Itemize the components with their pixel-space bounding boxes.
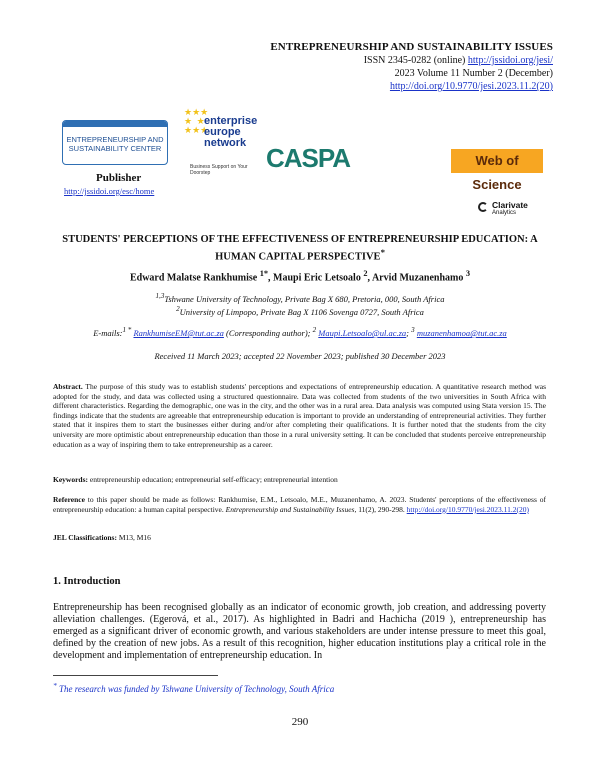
introduction-text: Entrepreneurship has been recognised globally as an indicator of economic growth, job creation, and addressing poverty alleviation challenges. (Egerová, et al., 2017). As highlighted in Badri and Hachicha (2019 ), entrepreneurship has emerged as a significant driver of economic growth, and various stakeholders are under intense pressure to meet this goal, defined by the creation of new jobs. As a result of this recognition, higher education institutions play a critical role in the development and implementation of entrepreneurship education. In: [53, 602, 546, 661]
header-doi: [390, 81, 553, 93]
email1-sup: 1 *: [122, 326, 132, 334]
clarivate-logo: [478, 200, 542, 220]
email-2-link[interactable]: Maupi.Letsoalo@ul.ac.za: [318, 327, 407, 338]
footnote-rule: [53, 675, 218, 676]
clarivate-icon: [478, 202, 488, 212]
received-dates: Received 11 March 2023; accepted 22 November 2023; published 30 December 2023: [154, 351, 446, 361]
email3-sup: 3: [411, 326, 415, 334]
email-sep: ;: [406, 327, 412, 338]
reference: [53, 495, 546, 514]
clarivate-sub: Analytics: [492, 210, 517, 216]
aff2-sup: 2: [176, 305, 180, 313]
esc-logo: [62, 120, 168, 165]
journal-title: ENTREPRENEURSHIP AND SUSTAINABILITY ISSUES: [270, 41, 553, 53]
star-ring-icon: ★★★ ★ ★ ★★★: [184, 107, 209, 135]
affiliation-2: [40, 305, 560, 317]
een-line3: network: [204, 137, 247, 149]
author-2-sup: 2: [363, 269, 368, 278]
emails-label: E-mails:: [93, 327, 123, 338]
caspa-logo: CASPA: [266, 143, 351, 173]
reference-label: Reference: [53, 495, 85, 504]
title-footnote-mark: *: [380, 247, 385, 257]
een-subtitle: Business Support on Your Doorstep: [190, 164, 248, 176]
author-3-sup: 3: [465, 269, 471, 278]
keywords-label: Keywords:: [53, 475, 88, 484]
keywords-text: entrepreneurship education; entrepreneurial self-efficacy; entrepreneurial intention: [88, 475, 338, 484]
title-line2: HUMAN CAPITAL PERSPECTIVE: [215, 251, 381, 263]
issn-text: ISSN 2345-0282 (online): [363, 55, 468, 66]
author-2: , Maupi Eric Letsoalo: [268, 272, 364, 284]
jel-text: M13, M16: [116, 533, 151, 542]
email1-note: (Corresponding author);: [223, 327, 313, 338]
affiliation-1: [40, 292, 560, 304]
publisher-link[interactable]: http://jssidoi.org/esc/home: [64, 186, 155, 196]
footnote-text: The research was funded by Tshwane University of Technology, South Africa: [56, 684, 335, 694]
een-logo: [184, 108, 264, 174]
footnote-mark: *: [53, 681, 57, 690]
reference-journal: Entrepreneurship and Sustainability Issues: [225, 504, 355, 514]
email2-sup: 2: [312, 326, 317, 334]
web-of-science-logo: Web of Science: [451, 149, 543, 173]
keywords: [53, 475, 546, 485]
page-number: 290: [291, 716, 309, 728]
esc-logo-text: ENTREPRENEURSHIP AND SUSTAINABILITY CENTER: [66, 135, 164, 153]
abstract: [53, 382, 546, 449]
author-1-sup: 1*: [259, 269, 269, 278]
reference-doi-link[interactable]: http://doi.org/10.9770/jesi.2023.11.2(20): [406, 504, 529, 514]
email-1-link[interactable]: RankhumiseEM@tut.ac.za: [133, 327, 224, 338]
publisher-label: Publisher: [96, 172, 142, 184]
reference-text: to this paper should be made as follows: Rankhumise, E.M., Letsoalo, M.E., Muzanenhamo, A. 2023. Students' perceptions of the effectiveness of entrepreneurship education: a human capital perspective.: [53, 495, 546, 514]
reference-tail: , 11(2), 290-298.: [354, 504, 407, 514]
jel-classifications: [53, 533, 546, 543]
issn-line: [364, 55, 553, 67]
een-line2: europe: [204, 126, 241, 138]
jel-label: JEL Classifications:: [53, 533, 117, 542]
een-line1: enterprise: [204, 115, 258, 127]
paper-title: [40, 234, 560, 264]
aff1-text: Tshwane University of Technology, Private Bag X 680, Pretoria, 000, South Africa: [164, 293, 445, 304]
publisher-link-line: [64, 186, 154, 196]
abstract-label: Abstract.: [53, 382, 83, 391]
email-3-link[interactable]: muzanenhamoa@tut.ac.za: [416, 327, 507, 338]
journal-link[interactable]: http://jssidoi.org/jesi/: [467, 55, 553, 66]
esc-logo-band: [63, 121, 167, 127]
authors: [40, 269, 560, 283]
author-3: , Arvid Muzanenhamo: [367, 272, 466, 284]
abstract-text: The purpose of this study was to establish students' perceptions and expectations of entrepreneurship education. A quantitative research method was adopted for the study, and data was collected using a structured questionnaire. Data was collected from students of the two universities in South Africa with different characteristics. Regarding the demographic, one was in the city, and the other was in a rural area. Data analysis was computed using Stata version 15. The findings indicate that the students are agreeable that entrepreneurship education is important to provide an understanding of entrepreneurial activities. They further stated that it inspires them to start the businesses either during and/or after completing their qualifications. It is further noted that the students from the city university are more optimistic about entrepreneurship education than those in a rural university setting. It can be concluded that students perceive entrepreneurship education as a way of inspiring them to take entrepreneurship as a career.: [53, 382, 546, 449]
footnote: [53, 681, 334, 694]
title-line1: STUDENTS' PERCEPTIONS OF THE EFFECTIVENESS OF ENTREPRENEURSHIP EDUCATION: A: [62, 234, 538, 245]
author-1: Edward Malatse Rankhumise: [129, 272, 260, 284]
doi-link[interactable]: http://doi.org/10.9770/jesi.2023.11.2(20): [389, 81, 553, 92]
volume-line: 2023 Volume 11 Number 2 (December): [394, 68, 553, 79]
section-heading-introduction: 1. Introduction: [53, 576, 121, 587]
clarivate-name: Clarivate: [492, 200, 528, 210]
een-logo-text: [204, 116, 257, 149]
emails-line: [40, 326, 560, 338]
aff1-sup: 1,3: [155, 292, 165, 300]
aff2-text: University of Limpopo, Private Bag X 1106 Sovenga 0727, South Africa: [179, 306, 424, 317]
